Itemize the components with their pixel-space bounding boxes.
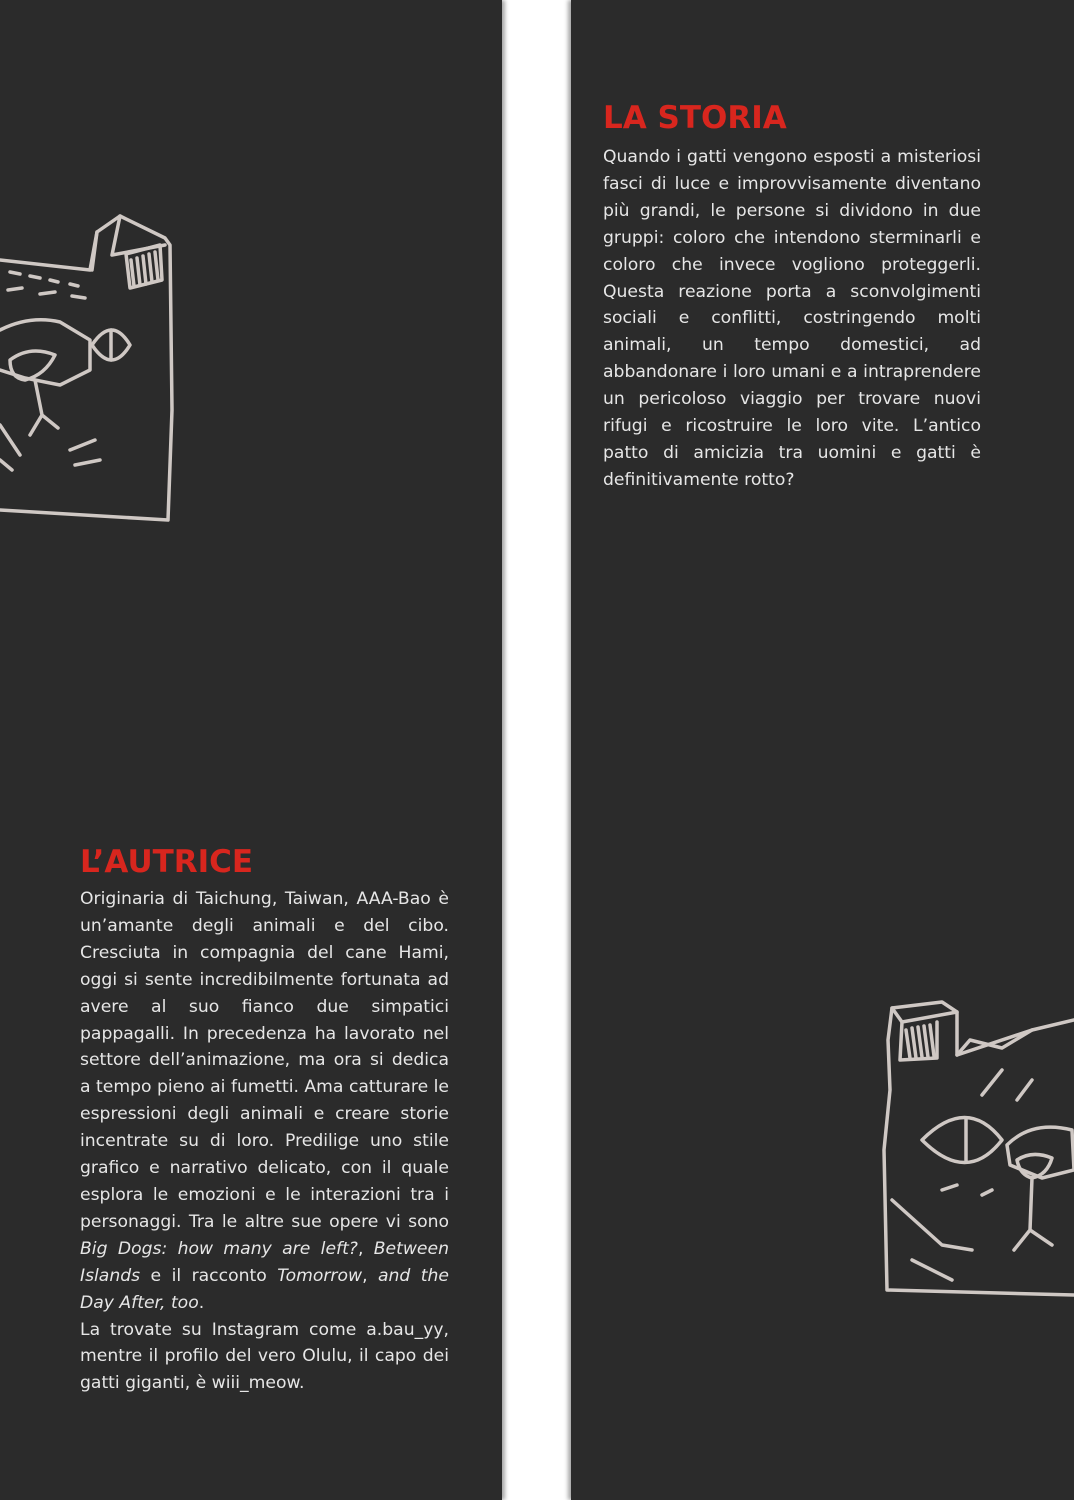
work-title-day-after: and the Day After, too (80, 1265, 449, 1313)
separator-text: e il racconto (140, 1265, 278, 1286)
cat-face-drawing-right-icon (882, 1000, 1074, 1300)
storia-heading: LA STORIA (603, 100, 787, 136)
storia-paragraph: Quando i gatti vengono esposti a misteriosi fasci di luce e improvvisamente diventano più grandi, le persone si dividono in due gruppi: coloro che intendono sterminarli e coloro che invece vogliono proteggerli. Questa reazione porta a sconvolgimenti sociali e conflitti, costringendo molti animali, un tempo domestici, ad abbandonare i loro umani e a intraprendere un pericoloso viaggio per trovare nuovi rifugi e ricostruire le loro vite. L’antico patto di amicizia tra uomini e gatti è definitivamente rotto? (603, 147, 981, 490)
autrice-bio-text: Originaria di Taichung, Taiwan, AAA-Bao è un’amante degli animali e del cibo. Cresciuta in compagnia del cane Hami, oggi si sente incredibilmente fortunata ad avere al suo fianco due simpatici pappagalli. In precedenza ha lavorato nel settore dell’animazione, ma ora si dedica a tempo pieno ai fumetti. Ama catturare le espressioni degli animali e creare storie incentrate su di loro. Predilige uno stile grafico e narrativo delicato, con il quale esplora le emozioni e le interazioni tra i personaggi. Tra le altre sue opere vi sono (80, 889, 449, 1232)
separator-text: . (198, 1292, 205, 1313)
work-title-between-islands: Between Islands (80, 1238, 449, 1286)
separator-text: , (362, 1265, 378, 1286)
work-title-tomorrow: Tomorrow (277, 1265, 363, 1286)
cat-face-drawing-left-icon (0, 210, 175, 525)
autrice-social-text: La trovate su Instagram come a.bau_yy, mentre il profilo del vero Olulu, il capo dei gatti giganti, è wiii_meow. (80, 1319, 449, 1394)
autrice-heading: L’AUTRICE (80, 844, 254, 880)
autrice-paragraph (80, 886, 449, 1397)
separator-text: , (357, 1238, 374, 1259)
work-title-big-dogs: Big Dogs: how many are left? (80, 1238, 358, 1259)
